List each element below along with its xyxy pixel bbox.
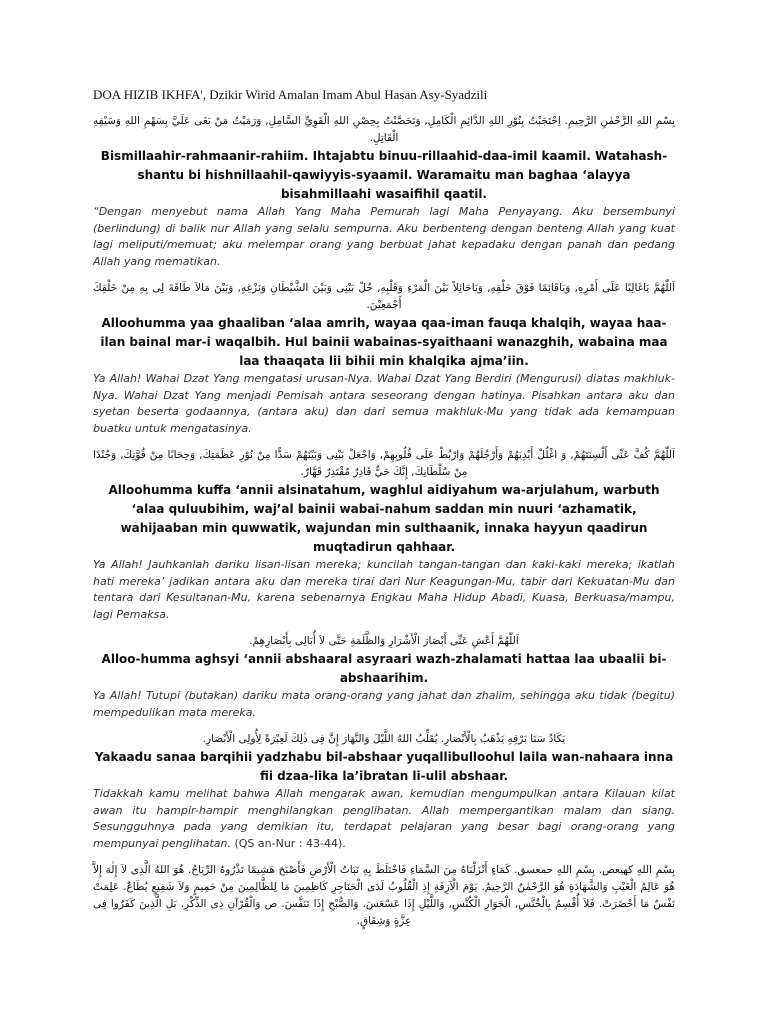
document-title: DOA HIZIB IKHFA', Dzikir Wirid Amalan Imam Abul Hasan Asy-Syadzili: [93, 87, 488, 102]
prayer-section-3: [93, 447, 675, 623]
arabic-text: اَللّٰهُمَّ يَاغَالِبًا عَلَى أَمْرِهِ, وَيَاقَائِمًا فَوْقَ خَلْقِهِ, وَيَاحَائِلاً بَيْنَ الْمَرْءِ وَقَلْبِهِ, حُلْ بَيْنِى وَبَيْنَ الشَّيْطَانِ وَنَزْغِهِ, وَبَيْنَ مَالاَ طَاقَةَ لِى بِهِ مِنْ خَلْقِكَ أَجْمَعِيْنَ.: [93, 282, 675, 311]
quran-reference: (QS an-Nur : 43-44).: [234, 836, 346, 850]
prayer-section-2: [93, 280, 675, 437]
transliteration: Bismillaahir-rahmaanir-rahiim. Ihtajabtu binuu-rillaahid-daa-imil kaamil. Watahash-shantu bi hishnillaahil-qawiyyis-syaamil. Waramaitu man baghaa ‘alayya bisahmillaahi wasaifihil qaatil.: [100, 149, 668, 201]
prayer-section-5: [93, 731, 675, 852]
prayer-section-4: [93, 633, 675, 721]
translation-text: Tidakkah kamu melihat bahwa Allah mengarak awan, kemudian mengumpulkan antara Kilauan kilat awan itu hampir-hampir menghilangkan penglihatan. Allah mempergantikan malam dan siang. Sesungguhnya pada yang demikian itu, terdapat pelajaran yang besar bagi orang-orang yang mempunyai penglihatan.: [93, 787, 675, 850]
arabic-text: بِسْمِ اللهِ الرَّحْمٰنِ الرَّحِيمِ. اِحْتَجَبْتُ بِنُوْرِ اللهِ الدَّائِمِ الْكَامِلِ, وَتَحَصَّنْتُ بِحِصْنِ اللهِ الْقَوِيِّ السَّامِلِ, وَرَمَيْتُ مَنْ بَغَى عَلَيَّ بِسَهْمِ اللهِ وَسَيْفِهِ الْقَاتِلِ.: [93, 115, 675, 144]
translation: Ya Allah! Jauhkanlah dariku lisan-lisan mereka; kuncilah tangan-tangan dan kaki-kaki mereka; ikatlah hati mereka’ jadikan antara aku dan mereka tirai dari Nur Keagungan-Mu, tabir dari Kekuatan-Mu dan tentara dari Kesultanan-Mu, karena sebenarnya Engkau Maha Hidup Abadi, Kuasa, Berkuasa/mampu, lagi Pemaksa.: [93, 558, 675, 621]
arabic-text: يَكَادُ سَنَا بَرْقِهِ يَذْهَبُ بِالْأَبْصَارِ. يُقَلِّبُ اللهُ اللَّيْلَ وَالنَّهَارَ إِنَّ فِى ذٰلِكَ لَعِبْرَةً لِأُولِى الْأَبْصَارِ.: [202, 733, 566, 745]
prayer-section-1: [93, 113, 675, 270]
transliteration: Yakaadu sanaa barqihii yadzhabu bil-abshaar yuqallibulloohul laila wan-nahaara inna fii dzaa-lika la’ibratan li-ulil abshaar.: [94, 750, 674, 783]
translation: Ya Allah! Tutupi (butakan) dariku mata orang-orang yang jahat dan zhalim, sehingga aku tidak (begitu) mempedulikan mata mereka.: [93, 689, 675, 719]
arabic-text: اَللّٰهُمَّ أَعْشِ عَنِّى أَبْصَارَ الْأَشْرَارِ وَالظَّلَمَةِ حَتَّى لاَ أُبَالِى بِأَبْصَارِهِمْ.: [249, 635, 519, 647]
transliteration: Alloohumma yaa ghaaliban ‘alaa amrih, wayaa qaa-iman fauqa khalqih, wayaa haa-ilan bainal mar-i waqalbih. Hul bainii wabainas-syaithaani wanazghih, wabaina maa laa thaaqata lii bihii min khalqika ajma’iin.: [100, 316, 668, 368]
translation: “Dengan menyebut nama Allah Yang Maha Pemurah lagi Maha Penyayang. Aku bersembunyi (berlindung) di balik nur Allah yang selalu sempurna. Aku berbenteng dengan benteng Allah yang kuat lagi meliputi/memuat; aku melempar orang yang berbuat jahat kepadaku dengan panah dan pedang Allah yang mematikan.: [93, 205, 675, 268]
arabic-text: اَللّٰهُمَّ كُفَّ عَنِّى أَلْسِنَتَهُمْ, وَ اغْلُلْ أَيْدِيَهُمْ وَأَرْجُلَهُمْ وَارْبُطْ عَلَى قُلُوبِهِمْ, وَاجْعَلْ بَيْنِى وَبَيْنَهُمْ سَدًّا مِنْ نُوْرِ عَظَمَتِكَ, وَحِجَابًا مِنْ قُوَّتِكَ, وَجُنْدًا مِنْ سُلْطَانِكَ, إِنَّكَ حَيٌّ قَادِرٌ مُقْتَدِرٌ قَهَّارٌ.: [93, 449, 675, 478]
arabic-text: بِسْمِ اللهِ كهيعص. بِسْمِ اللهِ حمعسق. كَمَاءٍ أَنْزَلْنَاهُ مِنَ السَّمَاءِ فَاخْتَلَطَ بِهِ نَبَاتُ الْأَرْضِ فَأَصْبَحَ هَشِيمًا تَذْرُوهُ الرِّيَاحُ. هُوَ اللهُ الَّذِى لاَ إِلٰهَ إِلاَّ هُوَ عَالِمُ الْغَيْبِ وَالشَّهَادَةِ هُوَ الرَّحْمٰنُ الرَّحِيمُ. يَوْمَ الْآزِفَةِ إِذِ الْقُلُوبُ لَدَى الْحَنَاجِرِ كَاظِمِينَ مَا لِلظَّالِمِينَ مِنْ حَمِيمٍ وَلاَ شَفِيعٍ يُطَاعُ. عَلِمَتْ نَفْسٌ مَا أَحْضَرَتْ. فَلاَ أُقْسِمُ بِالْخُنَّسِ, الْجَوَارِ الْكُنَّسِ, وَاللَّيْلِ إِذَا عَسْعَسَ. وَالصُّبْحِ إِذَا تَنَفَّسَ. ص وَالْقُرْآنِ ذِى الذِّكْرِ. بَلِ الَّذِينَ كَفَرُوا فِى عِزَّةٍ وَشِقَاقٍ.: [93, 864, 675, 927]
prayer-section-6: [93, 862, 675, 930]
transliteration: Alloo-humma aghsyi ‘annii abshaaral asyraari wazh-zhalamati hattaa laa ubaalii bi-abshaarihim.: [101, 652, 667, 685]
translation: [93, 786, 675, 852]
transliteration: Alloohumma kuffa ‘annii alsinatahum, waghlul aidiyahum wa-arjulahum, warbuth ‘alaa quluubihim, waj’al bainii wabai-nahum saddan min nuuri ‘azhamatik, wahijaaban min quwwatik, wajundan min sulthaanik, innaka hayyun qaadirun muqtadirun qahhaar.: [108, 483, 660, 554]
translation: Ya Allah! Wahai Dzat Yang mengatasi urusan-Nya. Wahai Dzat Yang Berdiri (Mengurusi) diatas makhluk-Nya. Wahai Dzat Yang menjadi Pemisah antara seseorang dengan hatinya. Pisahkan antara aku dan syetan beserta godaannya, (antara aku) dan dari semua makhluk-Mu yang tidak ada kemampuan buatku untuk mengatasinya.: [93, 372, 675, 435]
